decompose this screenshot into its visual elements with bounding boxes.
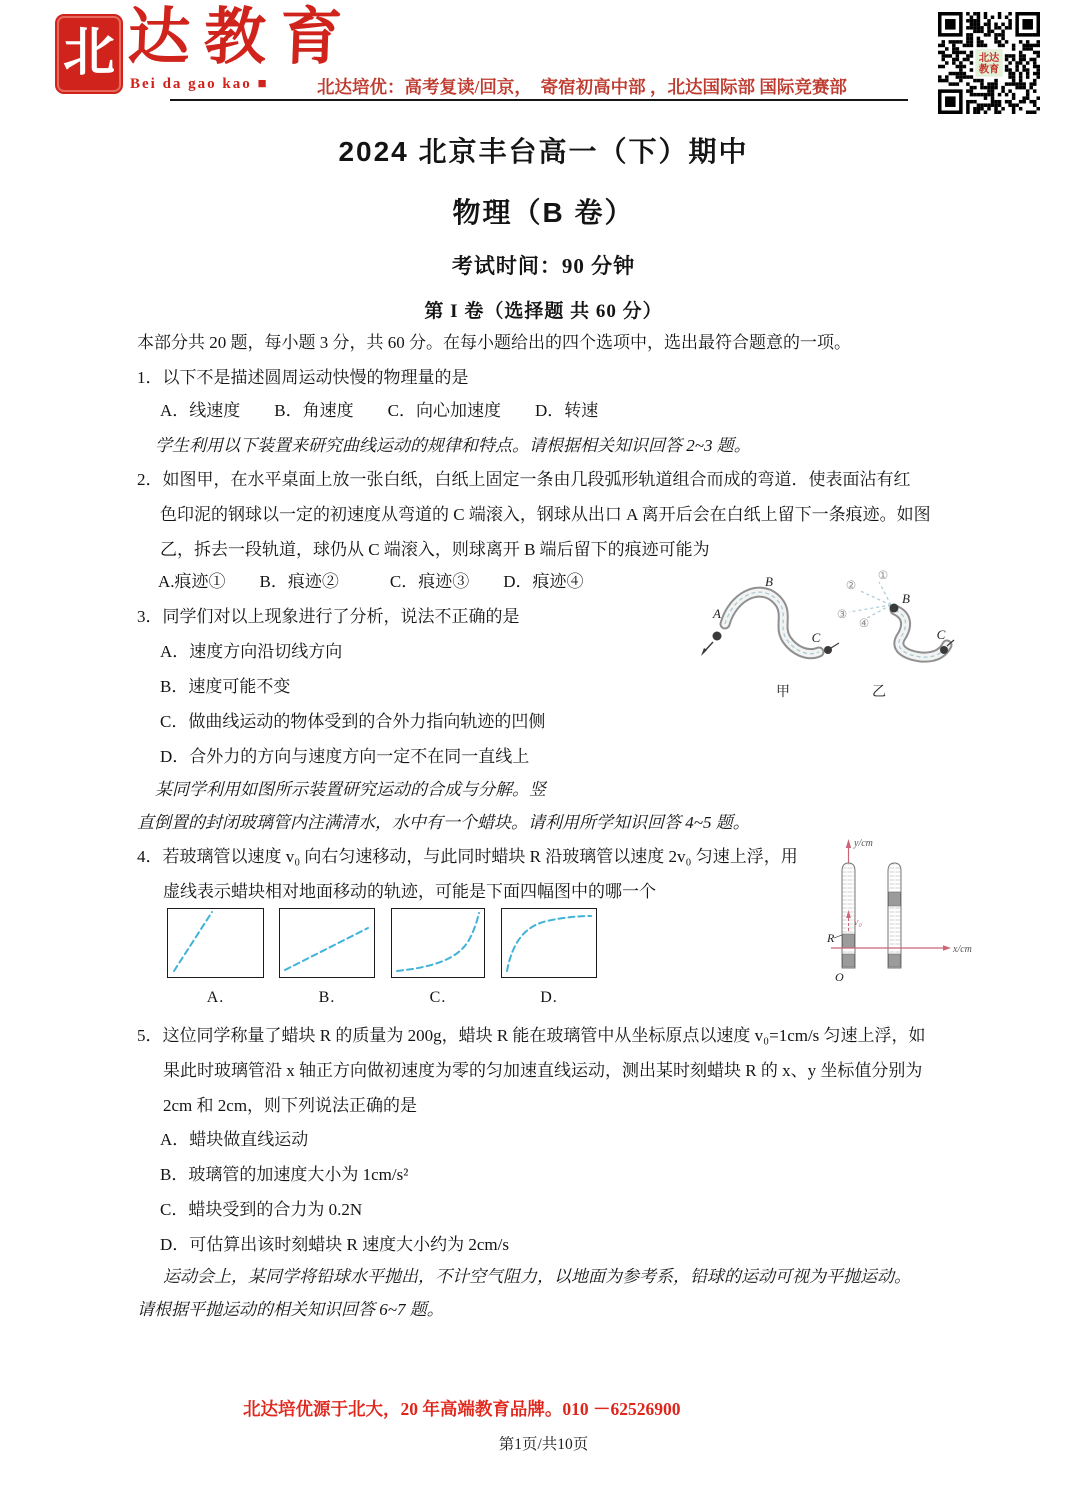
- v0-label: v₀: [854, 917, 862, 928]
- trajectory-concave-down: [507, 916, 591, 971]
- q4-stem-line1: 4．若玻璃管以速度 v₀ 向右匀速移动，与此同时蜡块 R 沿玻璃管以速度 2v₀ 匀速上浮，用: [137, 847, 798, 866]
- wax-block-left: [843, 934, 855, 948]
- q3-option-a: A．速度方向沿切线方向: [160, 642, 343, 661]
- q3-stem: 3．同学们对以上现象进行了分析，说法不正确的是: [137, 607, 520, 626]
- steel-ball-exit: [713, 632, 722, 641]
- wax-block-label: R: [827, 931, 835, 945]
- q4-graph-d-plot: [501, 908, 597, 978]
- subject-title: 物理（B 卷）: [452, 197, 635, 228]
- logo-subtitle: Bei da gao kao ■: [130, 76, 269, 92]
- header-tagline: 北达培优：高考复读/回京， 寄宿初高中部 ，北达国际部 国际竞赛部: [317, 77, 847, 97]
- figure-curved-tracks: [695, 558, 967, 703]
- section-heading: 第 I 卷（选择题 共 60 分）: [424, 301, 663, 322]
- x-axis-label: x/cm: [953, 944, 972, 955]
- track-jia: [701, 574, 839, 700]
- q1-options: A．线速度 B．角速度 C．向心加速度 D．转速: [160, 401, 599, 420]
- lead-in-q4-q5-line1: 某同学利用如图所示装置研究运动的合成与分解。竖: [155, 780, 546, 799]
- q2-stem-line3: 乙，拆去一段轨道，球仍从 C 端滚入，则球离开 B 端后留下的痕迹可能为: [160, 540, 710, 559]
- q5-stem-line3: 2cm 和 2cm，则下列说法正确的是: [163, 1096, 418, 1115]
- page-number: 第1页/共10页: [498, 1436, 589, 1453]
- steel-ball-at-B: [890, 604, 899, 613]
- lead-in-q2-q3: 学生利用以下装置来研究曲线运动的规律和特点。请根据相关知识回答 2~3 题。: [155, 436, 751, 455]
- qr-code: [938, 12, 1040, 114]
- q2-stem-line2: 色印泥的钢球以一定的初速度从弯道的 C 端滚入，钢球从出口 A 离开后会在白纸上留下一条痕迹。如图: [160, 505, 931, 524]
- trail-2-badge: ②: [845, 580, 857, 592]
- qr-center-text-1: 北达: [978, 52, 1000, 64]
- label-C-left: C: [811, 630, 821, 645]
- y-axis-label: y/cm: [854, 838, 873, 849]
- q4-graph-b-label: B.: [318, 989, 336, 1006]
- caption-jia: 甲: [776, 685, 790, 700]
- q4-graph-b-plot: [279, 908, 375, 978]
- q5-stem-line1: 5．这位同学称量了蜡块 R 的质量为 200g，蜡块 R 能在玻璃管中从坐标原点以速度 v₀=1cm/s 匀速上浮，如: [137, 1026, 926, 1045]
- label-C-right: C: [936, 627, 946, 642]
- q5-option-d: D．可估算出该时刻蜡块 R 速度大小约为 2cm/s: [160, 1235, 509, 1254]
- label-B-left: B: [765, 574, 773, 589]
- trail-3-badge: ③: [836, 609, 848, 621]
- q4-graph-d-label: D.: [540, 989, 558, 1006]
- q5-option-c: C．蜡块受到的合力为 0.2N: [160, 1200, 363, 1219]
- trajectory-concave-up: [397, 913, 479, 971]
- q4-graph-a: [167, 908, 264, 1007]
- origin-label: O: [835, 970, 844, 984]
- q2-options: A.痕迹① B．痕迹② C．痕迹③ D．痕迹④: [158, 572, 584, 591]
- qr-center-text-2: 教育: [978, 64, 1000, 76]
- trail-1-badge: ①: [877, 570, 889, 582]
- q4-graph-c: [391, 908, 485, 1007]
- glass-tube-right: [888, 863, 901, 968]
- lead-in-q6-q7-line2: 请根据平抛运动的相关知识回答 6~7 题。: [137, 1300, 444, 1319]
- section-intro: 本部分共 20 题，每小题 3 分，共 60 分。在每小题给出的四个选项中，选出最符合题意的一项。: [137, 333, 851, 352]
- figure-glass-tubes: [823, 830, 983, 990]
- q3-option-c: C．做曲线运动的物体受到的合外力指向轨迹的凹侧: [160, 712, 546, 731]
- q1-stem: 1．以下不是描述圆周运动快慢的物理量的是: [137, 368, 469, 387]
- lead-in-q4-q5-line2: 直倒置的封闭玻璃管内注满清水，水中有一个蜡块。请利用所学知识回答 4~5 题。: [137, 813, 750, 832]
- lead-in-q6-q7-line1: 运动会上，某同学将铅球水平抛出，不计空气阻力，以地面为参考系，铅球的运动可视为平抛运动。: [163, 1267, 911, 1286]
- footer-slogan: 北达培优源于北大，20 年高端教育品牌。010 －62526900: [243, 1399, 681, 1419]
- q4-graph-d: [501, 908, 597, 1007]
- q4-graph-a-label: A.: [206, 989, 225, 1006]
- exam-duration: 考试时间：90 分钟: [451, 254, 636, 278]
- q4-graph-c-plot: [391, 908, 485, 978]
- logo-seal-icon: [57, 16, 121, 92]
- q4-graph-b: [279, 908, 375, 1007]
- label-B-right: B: [902, 591, 910, 606]
- q3-option-d: D．合外力的方向与速度方向一定不在同一直线上: [160, 747, 530, 766]
- caption-yi: 乙: [872, 685, 886, 700]
- exam-title: 2024 北京丰台高一（下）期中: [338, 136, 749, 167]
- q5-option-b: B．玻璃管的加速度大小为 1cm/s²: [160, 1165, 409, 1184]
- tube-base-left: [843, 954, 855, 967]
- wax-block-right: [889, 892, 901, 906]
- trajectory-shallow-line: [285, 928, 368, 970]
- q3-option-b: B．速度可能不变: [160, 677, 291, 696]
- q5-stem-line2: 果此时玻璃管沿 x 轴正方向做初速度为零的匀加速直线运动，测出某时刻蜡块 R 的 x、y 坐标值分别为: [163, 1061, 923, 1080]
- tube-base-right: [889, 954, 901, 967]
- q2-stem-line1: 2．如图甲，在水平桌面上放一张白纸，白纸上固定一条由几段弧形轨道组合而成的弯道．使表面沾有红: [137, 470, 911, 489]
- logo-seal-char: 北: [62, 25, 115, 82]
- q4-stem-line2: 虚线表示蜡块相对地面移动的轨迹，可能是下面四幅图中的哪一个: [163, 882, 656, 901]
- q4-graph-c-label: C.: [429, 989, 447, 1006]
- logo-script-text: 达教育: [126, 4, 358, 72]
- trail-4-badge: ④: [858, 618, 870, 630]
- track-yi: [837, 570, 954, 700]
- q5-option-a: A．蜡块做直线运动: [160, 1130, 309, 1149]
- header-divider: [170, 99, 908, 101]
- label-A: A: [713, 606, 721, 621]
- steel-ball-entry: [824, 646, 832, 654]
- q4-graph-a-plot: [167, 908, 264, 978]
- trajectory-steep-line: [174, 912, 212, 971]
- steel-ball-entry-right: [940, 646, 948, 654]
